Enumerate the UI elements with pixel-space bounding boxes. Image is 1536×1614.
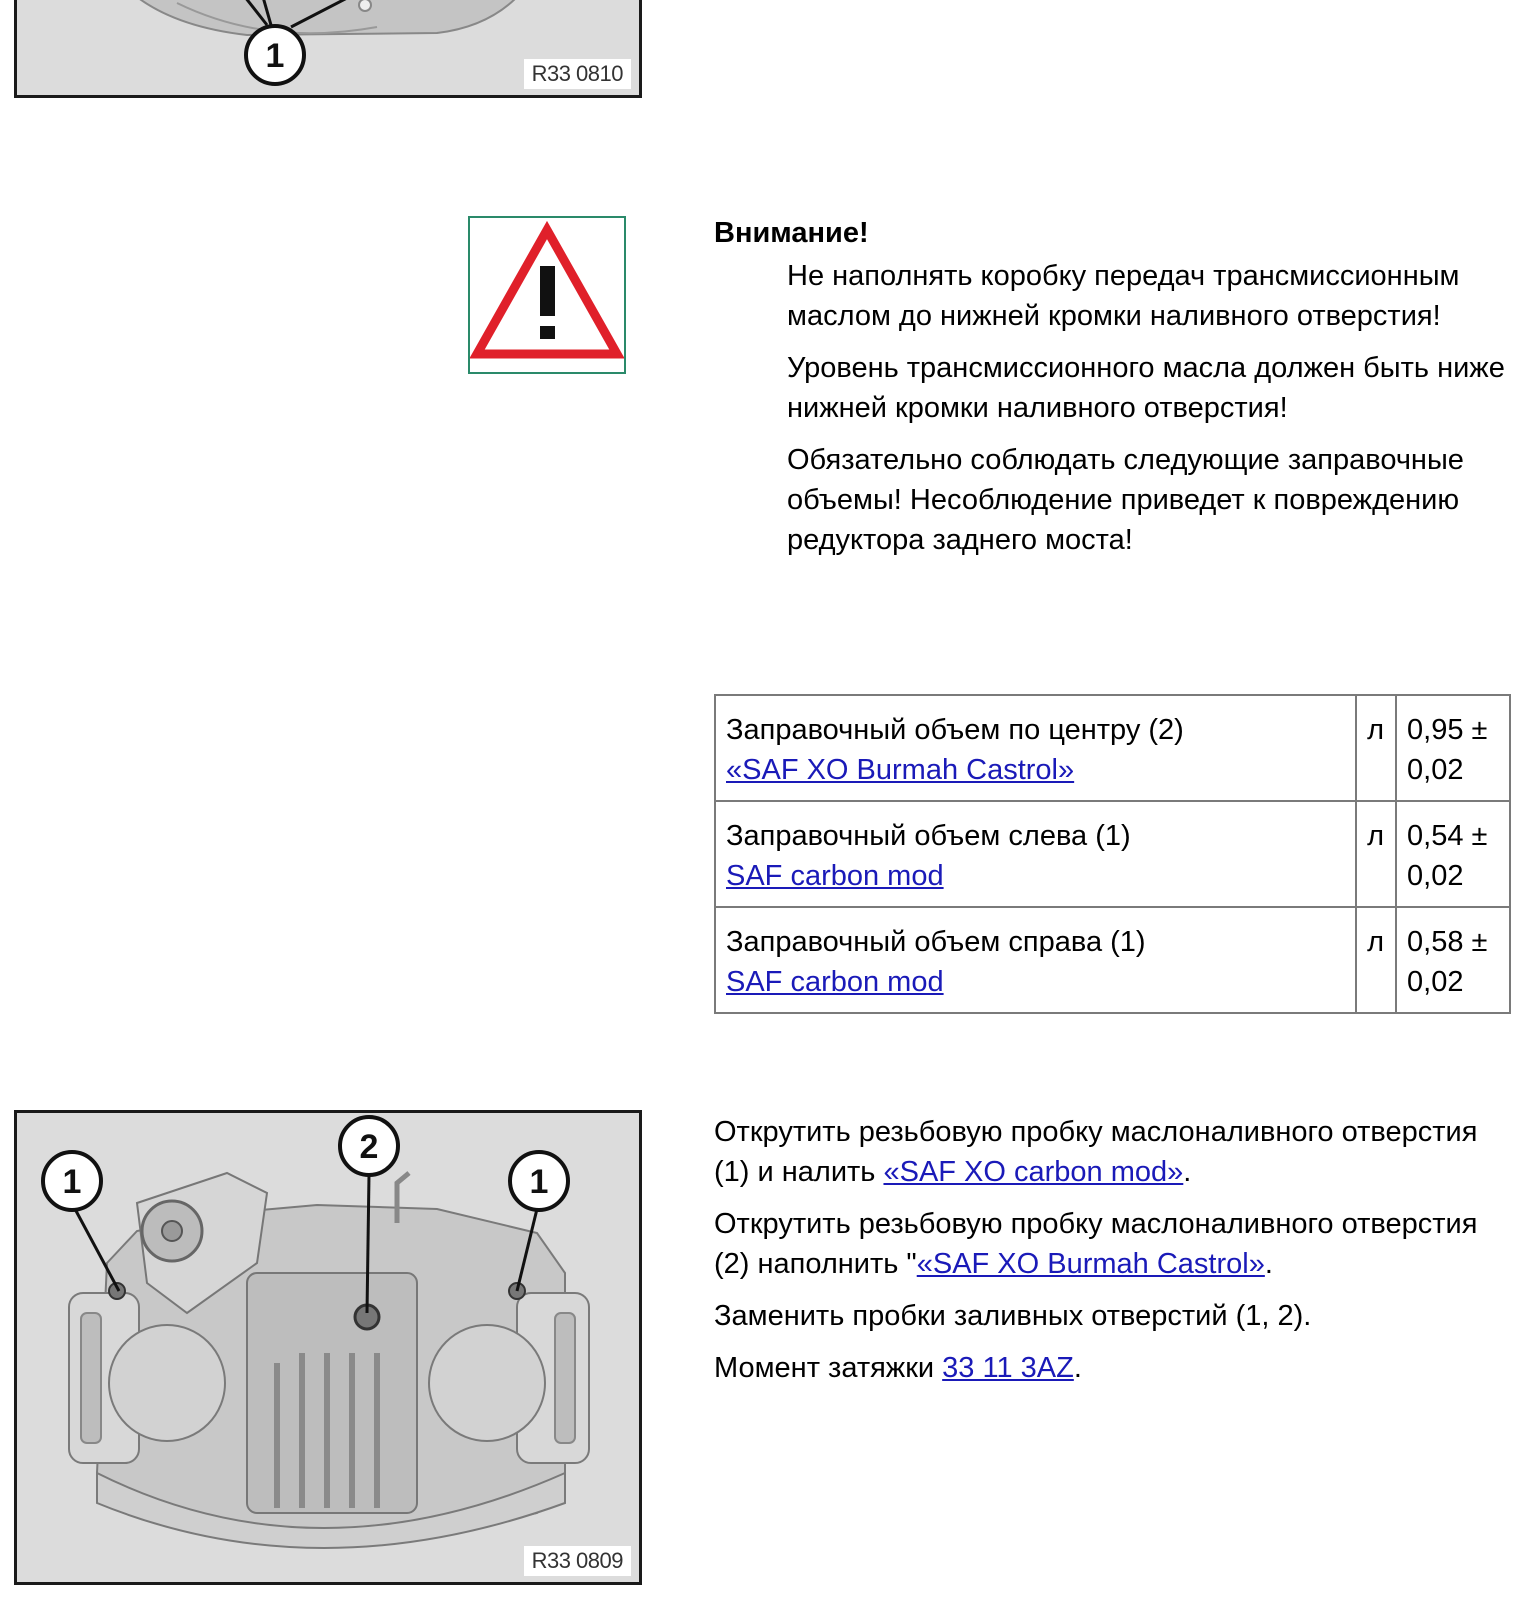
oil-link[interactable]: «SAF XO carbon mod» (883, 1156, 1184, 1188)
callout-1-label: 1 (265, 37, 285, 75)
fill-label: Заправочный объем справа (1) (726, 926, 1146, 958)
warning-title: Внимание! (714, 217, 869, 249)
oil-link[interactable]: «SAF XO Burmah Castrol» (726, 754, 1075, 786)
instruction-step (714, 1204, 1514, 1284)
callout-1-left-label: 1 (62, 1163, 82, 1201)
figure-top-diagram (14, 0, 642, 98)
instruction-punct: . (1183, 1156, 1192, 1188)
value-tolerance: 0,02 (1407, 966, 1464, 998)
value-cell (1396, 907, 1510, 1013)
value-main: 0,54 ± (1407, 820, 1488, 852)
instruction-step (714, 1348, 1514, 1388)
fill-volume-table (714, 694, 1511, 1014)
value-tolerance: 0,02 (1407, 860, 1464, 892)
table-row (715, 695, 1510, 801)
value-cell (1396, 695, 1510, 801)
figure-bottom-diagram (14, 1110, 642, 1585)
value-main: 0,58 ± (1407, 926, 1488, 958)
oil-link[interactable]: «SAF XO Burmah Castrol» (916, 1248, 1265, 1280)
fill-label-cell (715, 695, 1356, 801)
table-row (715, 907, 1510, 1013)
fill-label-cell (715, 801, 1356, 907)
instruction-punct: . (1264, 1248, 1273, 1280)
warning-paragraph: Уровень трансмиссионного масла должен быть ниже нижней кромки наливного отверстия! (787, 352, 1505, 424)
value-cell (1396, 801, 1510, 907)
callout-2-label: 2 (359, 1128, 379, 1166)
differential-drawing (17, 1113, 639, 1582)
value-tolerance: 0,02 (1407, 754, 1464, 786)
torque-spec-link[interactable]: 33 11 3AZ (942, 1352, 1074, 1384)
figure-code: R33 0809 (524, 1546, 631, 1576)
warning-block (714, 214, 1514, 572)
fill-label-cell (715, 907, 1356, 1013)
instructions-block (714, 1112, 1514, 1400)
instruction-text: Момент затяжки (714, 1352, 943, 1384)
unit-cell: л (1356, 695, 1396, 801)
instruction-text: Открутить резьбовую пробку маслоналивного отверстия (2) наполнить " (714, 1208, 1478, 1280)
table-row (715, 801, 1510, 907)
warning-paragraph: Не наполнять коробку передач трансмиссионным маслом до нижней кромки наливного отверстия! (787, 260, 1460, 332)
fill-label: Заправочный объем по центру (2) (726, 714, 1184, 746)
unit-cell: л (1356, 801, 1396, 907)
oil-link[interactable]: SAF carbon mod (726, 966, 944, 998)
warning-triangle-icon (470, 218, 624, 372)
oil-link[interactable]: SAF carbon mod (726, 860, 944, 892)
figure-code: R33 0810 (524, 59, 631, 89)
warning-icon-frame (468, 216, 626, 374)
instruction-text: Заменить пробки заливных отверстий (1, 2). (714, 1300, 1312, 1332)
callout-1-right-label: 1 (529, 1163, 549, 1201)
warning-paragraph: Обязательно соблюдать следующие заправочные объемы! Несоблюдение приведет к повреждению редуктора заднего моста! (787, 444, 1464, 556)
instruction-text: Открутить резьбовую пробку маслоналивного отверстия (1) и налить (714, 1116, 1478, 1188)
instruction-step (714, 1296, 1514, 1336)
value-main: 0,95 ± (1407, 714, 1488, 746)
unit-cell: л (1356, 907, 1396, 1013)
instruction-punct: . (1073, 1352, 1082, 1384)
instruction-step (714, 1112, 1514, 1192)
fill-label: Заправочный объем слева (1) (726, 820, 1131, 852)
